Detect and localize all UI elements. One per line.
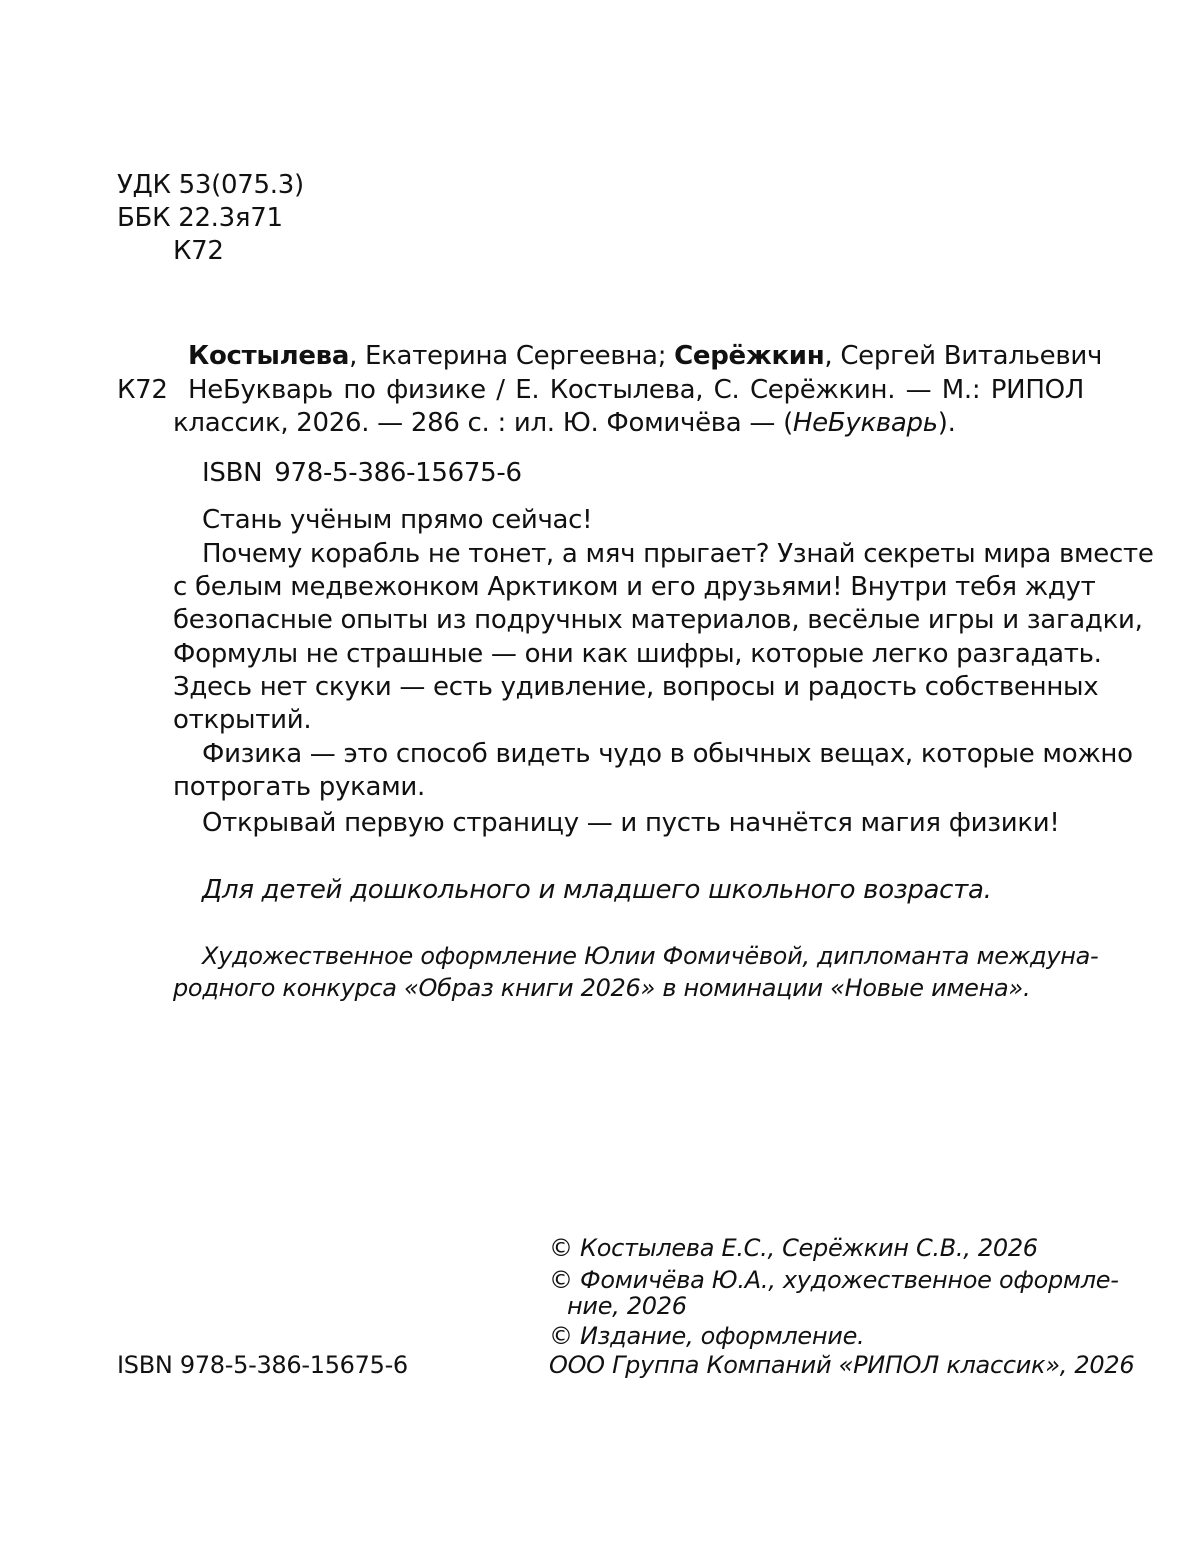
author-sign: К72: [173, 236, 224, 266]
annotation-line: безопасные опыты из подручных материалов, весёлые игры и загадки,: [173, 605, 1143, 635]
series-name: НеБукварь: [792, 408, 938, 438]
annotation-line: потрогать руками.: [173, 772, 425, 802]
copyright-line: ООО Группа Компаний «РИПОЛ классик», 2026: [549, 1351, 1135, 1379]
annotation-line: Здесь нет скуки — есть удивление, вопросы и радость собственных: [173, 672, 1099, 702]
udk-code: УДК 53(075.3): [117, 170, 304, 200]
record-sign: К72: [117, 375, 168, 405]
copyright-line: © Издание, оформление.: [549, 1322, 865, 1350]
author1-name: , Екатерина Сергеевна;: [349, 341, 675, 371]
annotation-line: Физика — это способ видеть чудо в обычных вещах, которые можно: [202, 739, 1133, 769]
audience-note: Для детей дошкольного и младшего школьного возраста.: [202, 875, 992, 905]
imprint-text: классик, 2026. — 286 с. : ил. Ю. Фомичёва — (: [173, 408, 793, 438]
annotation-line: открытий.: [173, 705, 312, 735]
copyright-line: ние, 2026: [567, 1292, 687, 1320]
annotation-line: Стань учёным прямо сейчас!: [202, 505, 593, 535]
annotation-line: Почему корабль не тонет, а мяч прыгает? Узнай секреты мира вместе: [202, 539, 1154, 569]
copyright-line: © Фомичёва Ю.А., художественное оформле-: [549, 1266, 1119, 1294]
record-title-line1: НеБукварь по физике / Е. Костылева, С. Серёжкин. — М.: РИПОЛ: [188, 375, 1084, 405]
annotation-line: с белым медвежонком Арктиком и его друзьями! Внутри тебя ждут: [173, 572, 1096, 602]
author1-surname: Костылева: [188, 341, 350, 371]
footer-isbn: ISBN 978-5-386-15675-6: [117, 1351, 408, 1379]
bbk-code: ББК 22.3я71: [117, 203, 283, 233]
authors-line: [188, 339, 1102, 373]
design-note-line2: родного конкурса «Образ книги 2026» в номинации «Новые имена».: [173, 974, 1031, 1002]
design-note-line1: Художественное оформление Юлии Фомичёвой, дипломанта междуна-: [202, 942, 1099, 970]
copyright-line: © Костылева Е.С., Серёжкин С.В., 2026: [549, 1234, 1038, 1262]
annotation-line: Открывай первую страницу — и пусть начнётся магия физики!: [202, 808, 1060, 838]
imprint-end: ).: [937, 408, 956, 438]
record-title-line2: [173, 406, 956, 440]
author2-surname: Серёжкин: [674, 341, 825, 371]
annotation-line: Формулы не страшные — они как шифры, которые легко разгадать.: [173, 639, 1102, 669]
author2-name: , Сергей Витальевич: [824, 341, 1103, 371]
record-isbn: ISBN 978-5-386-15675-6: [202, 458, 522, 488]
